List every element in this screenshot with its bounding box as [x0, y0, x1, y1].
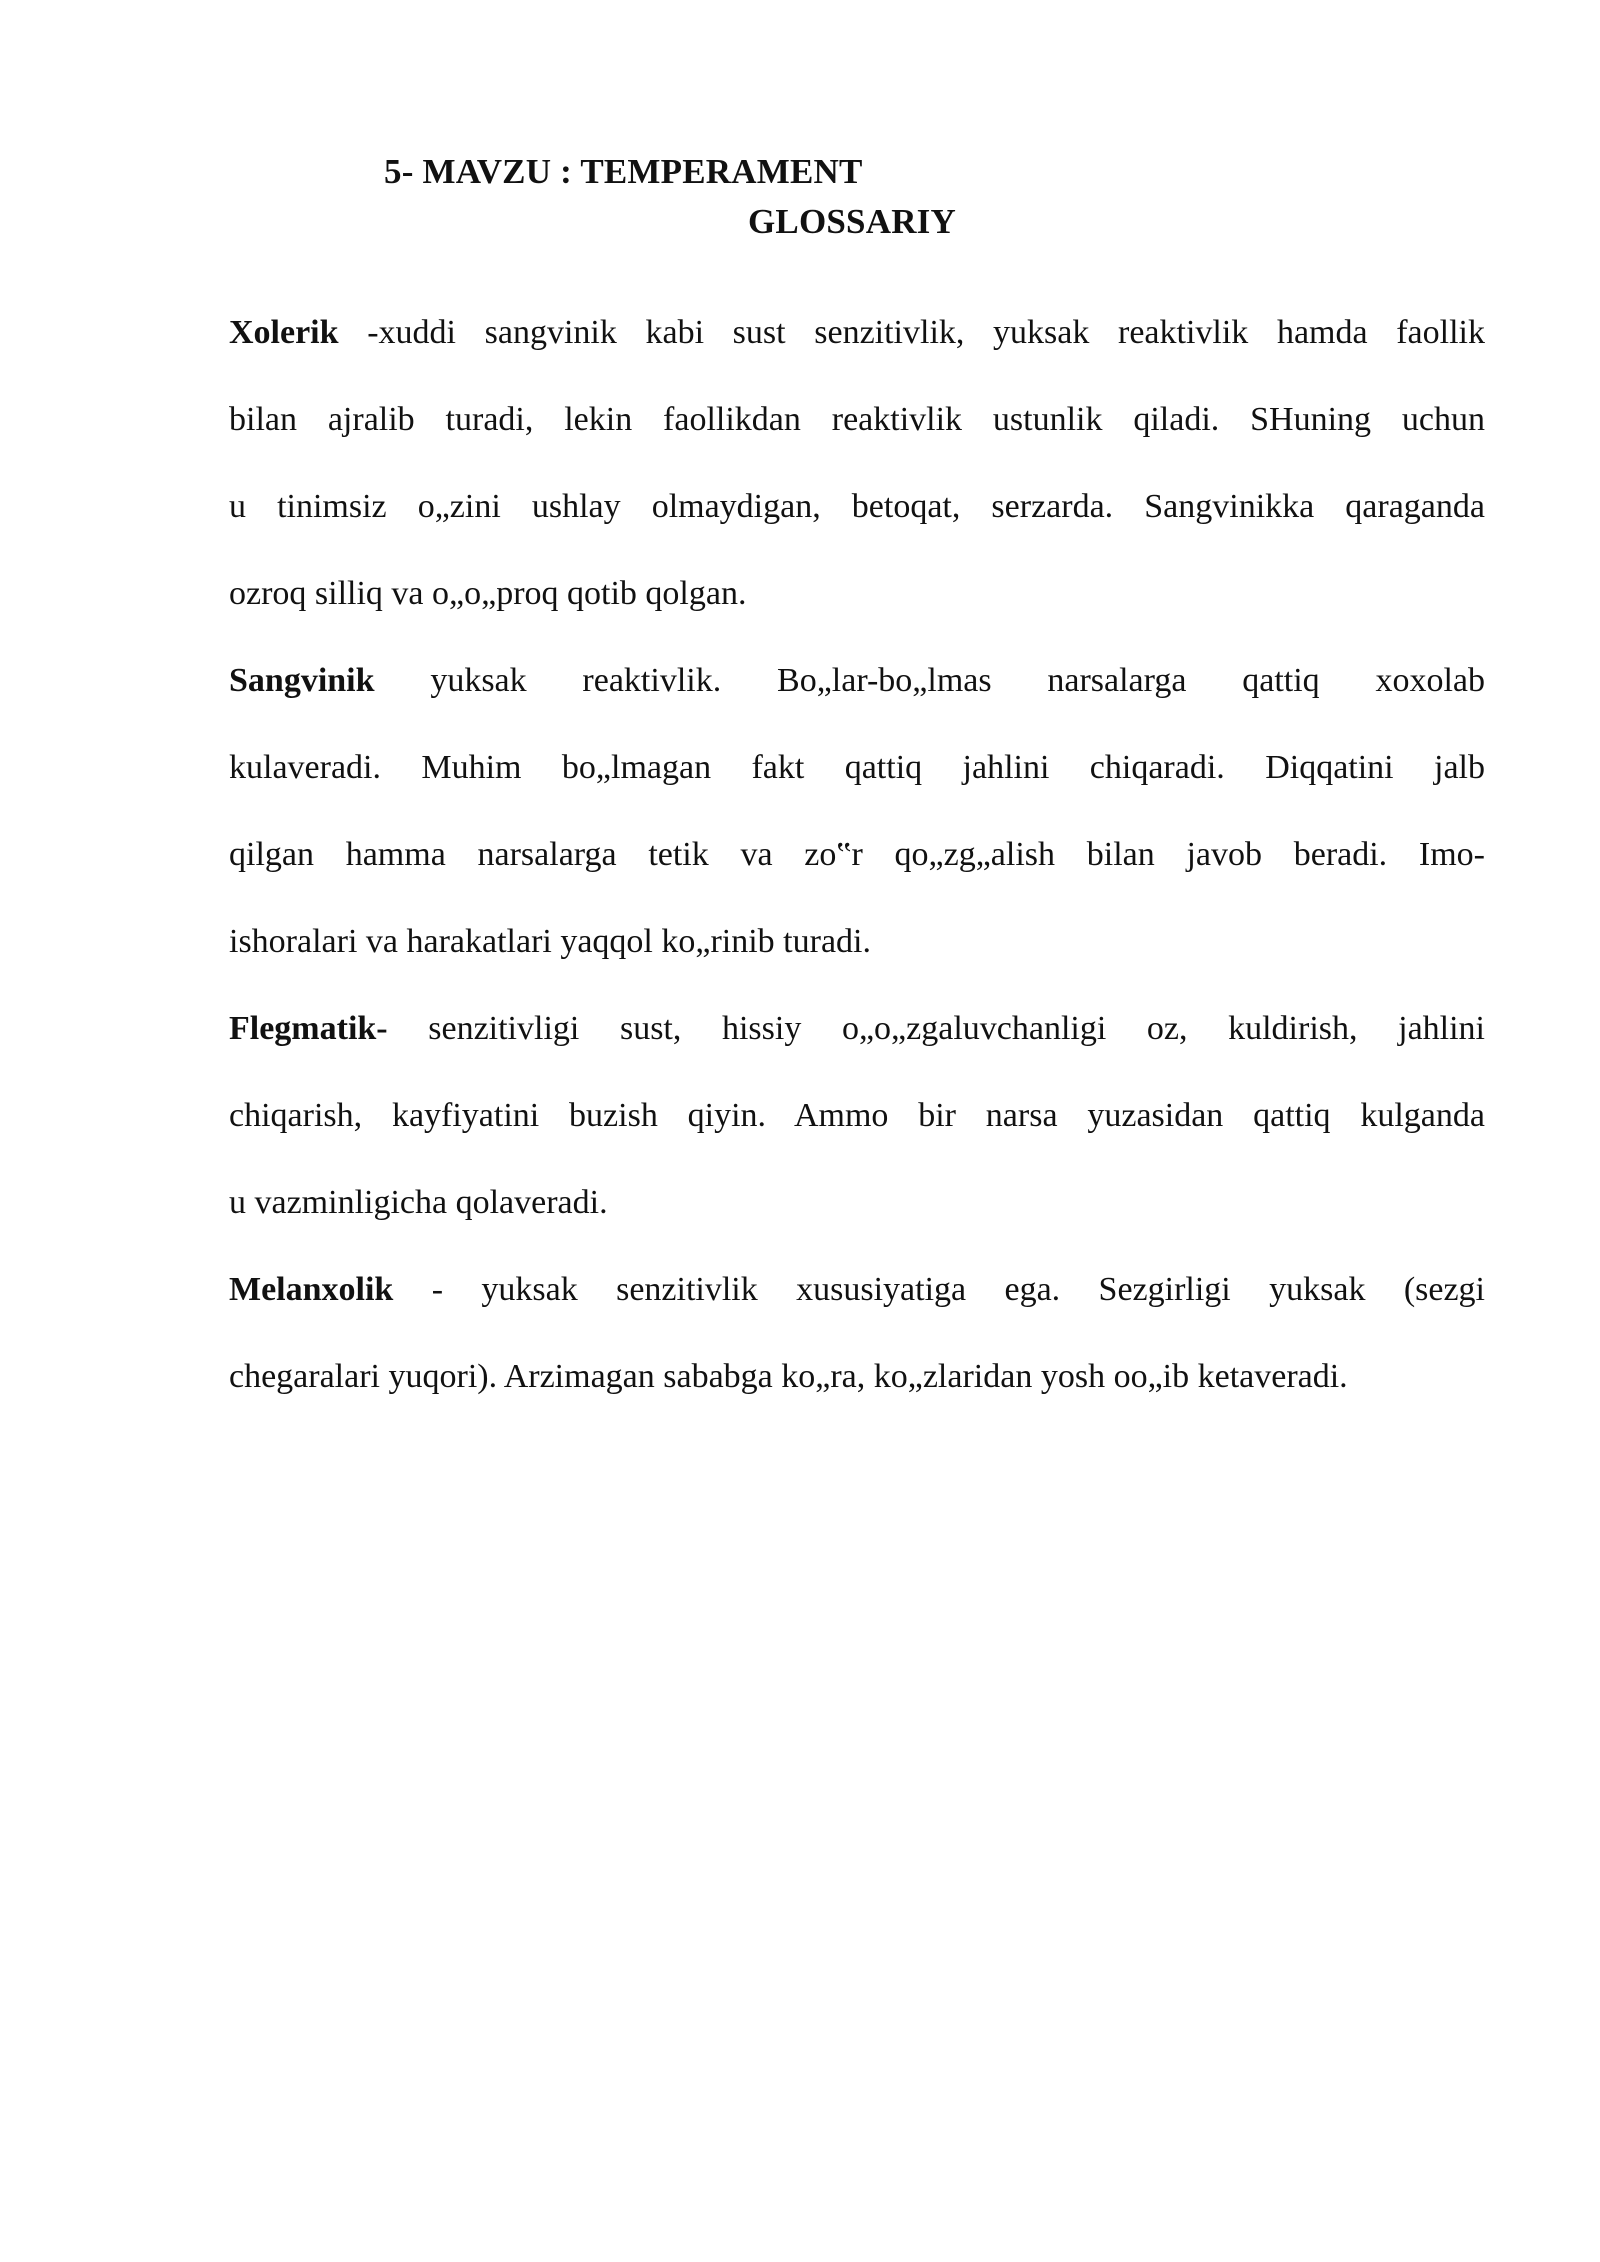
glossary-body — [229, 289, 1485, 1420]
glossary-entry-line: kulaveradi. Muhim bo„lmagan fakt qattiq jahlini chiqaradi. Diqqatini jalb — [229, 749, 1485, 786]
glossary-entry-line — [229, 985, 1485, 1072]
glossary-term: Xolerik — [229, 314, 339, 351]
glossary-definition-text: - yuksak senzitivlik xususiyatiga ega. Sezgirligi yuksak (sezgi — [393, 1271, 1485, 1308]
glossary-entry-line: u vazminligicha qolaveradi. — [229, 1184, 608, 1221]
glossary-definition-text: -xuddi sangvinik kabi sust senzitivlik, yuksak reaktivlik hamda faollik — [338, 314, 1485, 351]
glossary-entry-line — [229, 289, 1485, 376]
glossary-entry-line: qilgan hamma narsalarga tetik va zo‟r qo„zg„alish bilan javob beradi. Imo- — [229, 836, 1485, 873]
glossary-entry-line: u tinimsiz o„zini ushlay olmaydigan, betoqat, serzarda. Sangvinikka qaraganda — [229, 488, 1485, 525]
glossary-term: Melanxolik — [229, 1271, 394, 1308]
glossary-entry-line: ishoralari va harakatlari yaqqol ko„rinib turadi. — [229, 923, 871, 960]
glossary-term: Flegmatik- — [229, 1010, 388, 1047]
document-title: 5- MAVZU : TEMPERAMENT — [384, 152, 863, 191]
document-subtitle: GLOSSARIY — [748, 202, 956, 241]
glossary-entry-line: chiqarish, kayfiyatini buzish qiyin. Ammo bir narsa yuzasidan qattiq kulganda — [229, 1097, 1485, 1134]
glossary-term: Sangvinik — [229, 662, 375, 699]
glossary-entry-line: chegaralari yuqori). Arzimagan sababga ko„ra, ko„zlaridan yosh oo„ib ketaveradi. — [229, 1358, 1348, 1395]
glossary-definition-text: yuksak reaktivlik. Bo„lar-bo„lmas narsalarga qattiq xoxolab — [374, 662, 1485, 699]
glossary-definition-text: senzitivligi sust, hissiy o„o„zgaluvchanligi oz, kuldirish, jahlini — [387, 1010, 1485, 1047]
glossary-entry-line: bilan ajralib turadi, lekin faollikdan reaktivlik ustunlik qiladi. SHuning uchun — [229, 401, 1485, 438]
glossary-entry-line — [229, 1246, 1485, 1333]
glossary-entry-line: ozroq silliq va o„o„proq qotib qolgan. — [229, 575, 747, 612]
glossary-entry-line — [229, 637, 1485, 724]
